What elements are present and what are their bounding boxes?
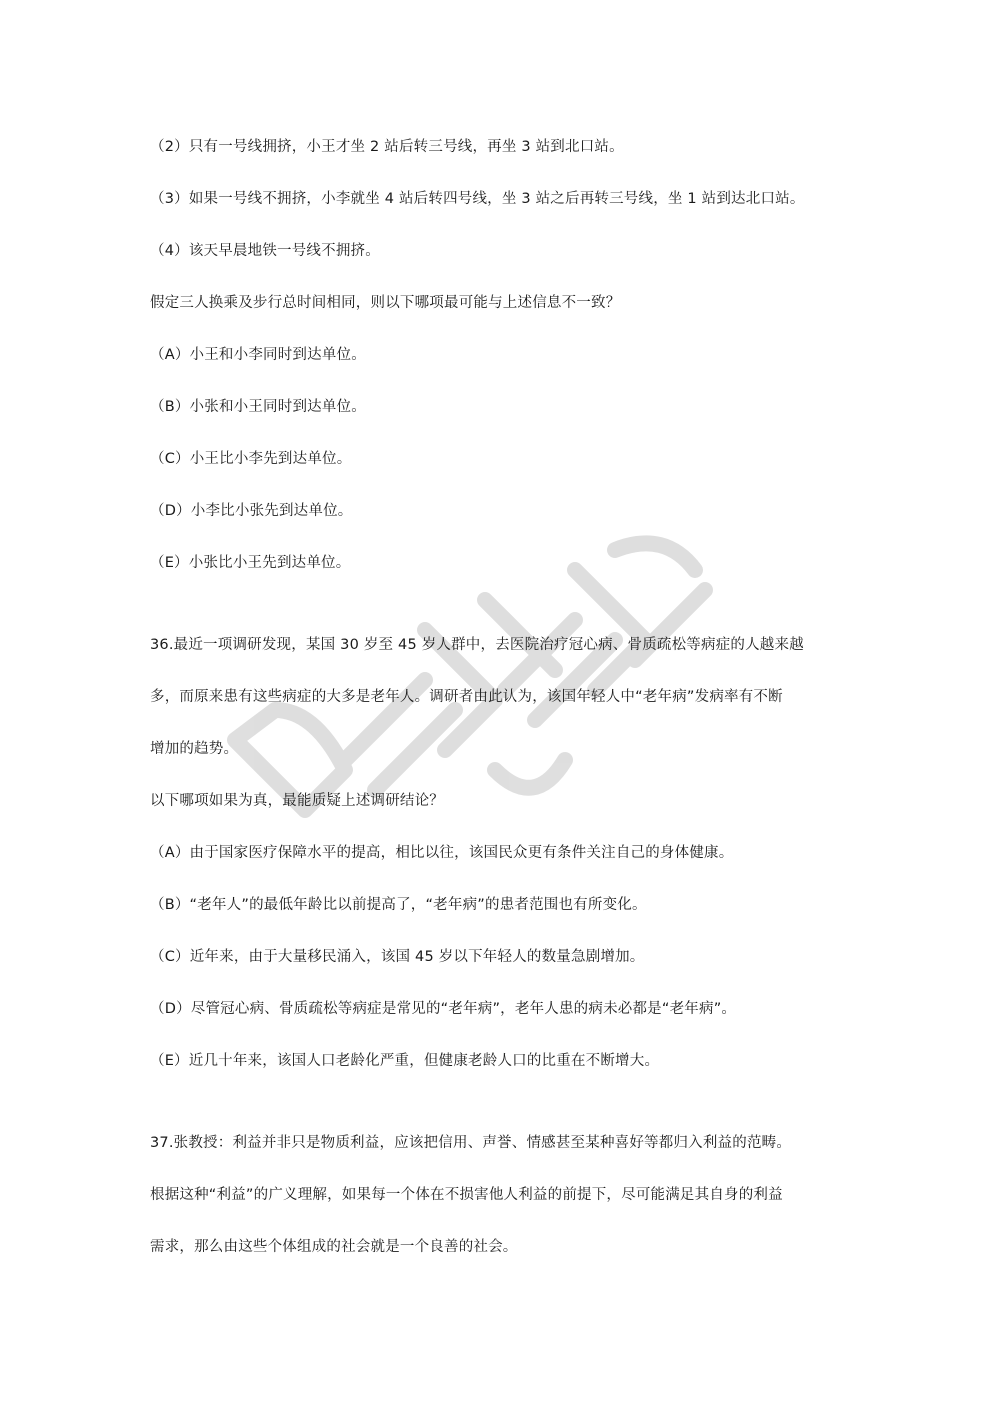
q37-stem-line3: 需求，那么由这些个体组成的社会就是一个良善的社会。 xyxy=(150,1239,518,1255)
condition-3: （3）如果一号线不拥挤，小李就坐 4 站后转四号线，坐 3 站之后再转三号线，坐 1 站到达北口站。 xyxy=(150,191,805,207)
q36-option-d: （D）尽管冠心病、骨质疏松等病症是常见的“老年病”，老年人患的病未必都是“老年病”。 xyxy=(150,1001,737,1017)
q36-stem-line3: 增加的趋势。 xyxy=(150,741,239,757)
q36-stem-line2: 多，而原来患有这些病症的大多是老年人。调研者由此认为，该国年轻人中“老年病”发病率有不断 xyxy=(150,689,783,705)
q37-stem-line1: 37.张教授：利益并非只是物质利益，应该把信用、声誉、情感甚至某种喜好等都归入利益的范畴。 xyxy=(150,1135,792,1151)
q36-question: 以下哪项如果为真，最能质疑上述调研结论？ xyxy=(150,793,444,809)
q36-option-c: （C）近年来，由于大量移民涌入，该国 45 岁以下年轻人的数量急剧增加。 xyxy=(150,949,645,965)
q35-option-b: （B）小张和小王同时到达单位。 xyxy=(150,399,366,415)
q35-option-e: （E）小张比小王先到达单位。 xyxy=(150,555,351,571)
q35-option-d: （D）小李比小张先到达单位。 xyxy=(150,503,353,519)
condition-2: （2）只有一号线拥挤，小王才坐 2 站后转三号线，再坐 3 站到北口站。 xyxy=(150,139,624,155)
q35-option-a: （A）小王和小李同时到达单位。 xyxy=(150,347,366,363)
q35-option-c: （C）小王比小李先到达单位。 xyxy=(150,451,352,467)
q36-stem-line1: 36.最近一项调研发现，某国 30 岁至 45 岁人群中，去医院治疗冠心病、骨质疏松等病症的人越来越 xyxy=(150,637,804,653)
condition-4: （4）该天早晨地铁一号线不拥挤。 xyxy=(150,243,380,259)
q36-option-e: （E）近几十年来，该国人口老龄化严重，但健康老龄人口的比重在不断增大。 xyxy=(150,1053,660,1069)
q36-option-a: （A）由于国家医疗保障水平的提高，相比以往，该国民众更有条件关注自己的身体健康。 xyxy=(150,845,734,861)
q37-stem-line2: 根据这种“利益”的广义理解，如果每一个体在不损害他人利益的前提下，尽可能满足其自身的利益 xyxy=(150,1187,783,1203)
q35-question: 假定三人换乘及步行总时间相同，则以下哪项最可能与上述信息不一致？ xyxy=(150,295,621,311)
q36-option-b: （B）“老年人”的最低年龄比以前提高了，“老年病”的患者范围也有所变化。 xyxy=(150,897,647,913)
